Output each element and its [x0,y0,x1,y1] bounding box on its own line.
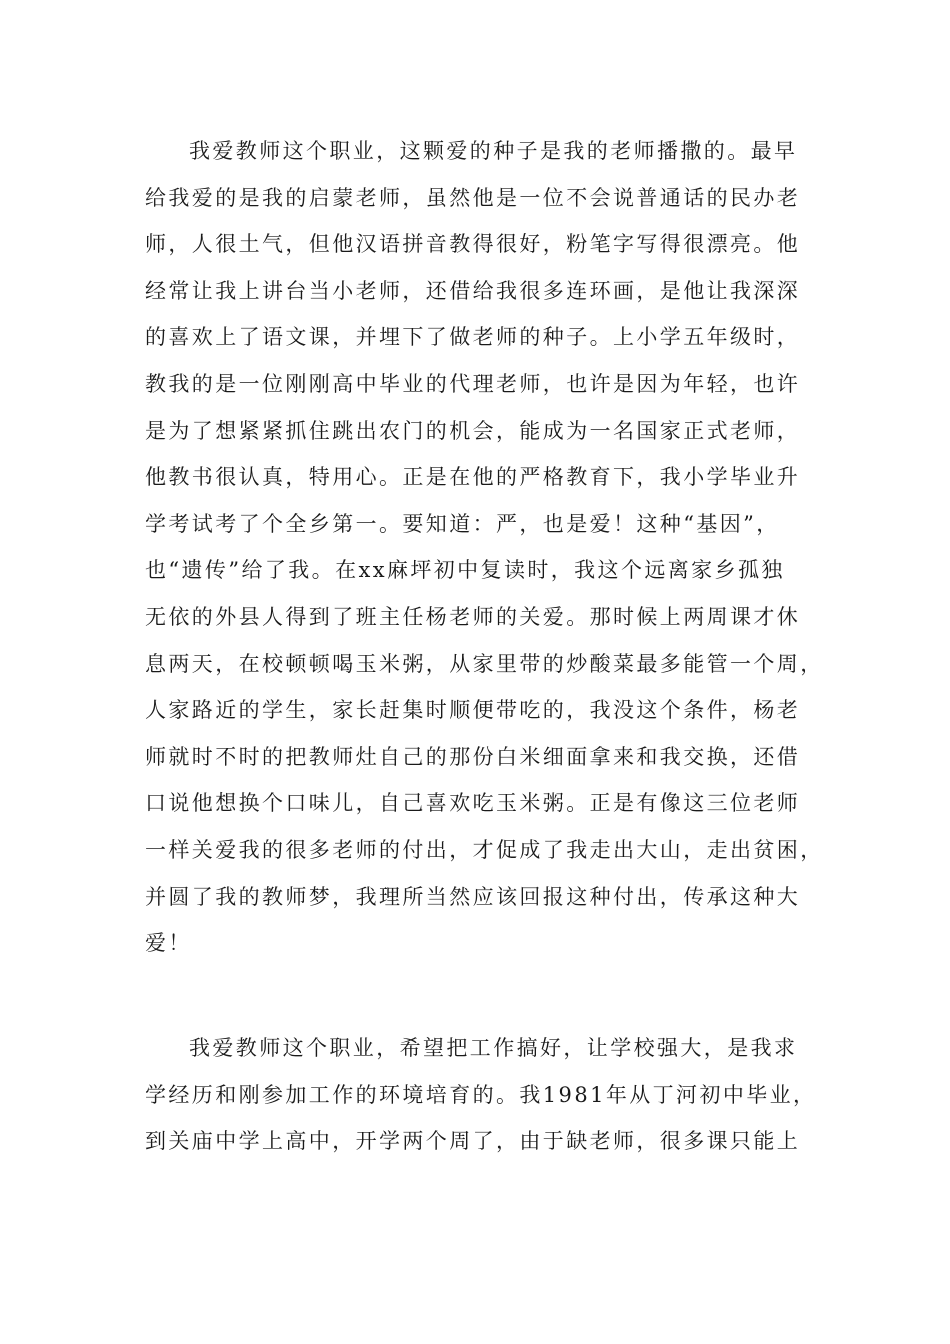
paragraph-line: 口说他想换个口味儿，自己喜欢吃玉米粥。正是有像这三位老师 [145,791,801,816]
paragraph-line: 一样关爱我的很多老师的付出，才促成了我走出大山，走出贫困， [145,837,824,862]
paragraph-line: 他教书很认真，特用心。正是在他的严格教育下，我小学毕业升 [145,465,801,490]
paragraph-2 [145,1034,817,1174]
paragraph-line: 师，人很土气，但他汉语拼音教得很好，粉笔字写得很漂亮。他 [145,232,801,257]
paragraph-line: 教我的是一位刚刚高中毕业的代理老师，也许是因为年轻，也许 [145,371,801,396]
paragraph-line: 的喜欢上了语文课，并埋下了做老师的种子。上小学五年级时， [145,325,801,350]
paragraph-line: 是为了想紧紧抓住跳出农门的机会，能成为一名国家正式老师， [145,418,801,443]
paragraph-line: 也“遗传”给了我。在xx麻坪初中复读时，我这个远离家乡孤独 [145,558,785,583]
paragraph-line: 我爱教师这个职业，希望把工作搞好，让学校强大，是我求 [189,1036,798,1060]
paragraph-1 [145,137,824,976]
paragraph-line: 我爱教师这个职业，这颗爱的种子是我的老师播撒的。最早 [189,139,798,163]
paragraph-line: 无依的外县人得到了班主任杨老师的关爱。那时候上两周课才休 [145,604,801,629]
paragraph-line: 学经历和刚参加工作的环境培育的。我1981年从丁河初中毕业， [145,1082,817,1107]
paragraph-line: 师就时不时的把教师灶自己的那份白米细面拿来和我交换，还借 [145,744,801,769]
paragraph-line: 爱！ [145,931,192,956]
paragraph-line: 学考试考了个全乡第一。要知道：严，也是爱！这种“基因”， [145,511,780,536]
paragraph-line: 人家路近的学生，家长赶集时顺便带吃的，我没这个条件，杨老 [145,698,801,723]
paragraph-line: 经常让我上讲台当小老师，还借给我很多连环画，是他让我深深 [145,278,801,303]
paragraph-line: 到关庙中学上高中，开学两个周了，由于缺老师，很多课只能上 [145,1129,801,1154]
paragraph-line: 并圆了我的教师梦，我理所当然应该回报这种付出，传承这种大 [145,884,801,909]
paragraph-line: 给我爱的是我的启蒙老师，虽然他是一位不会说普通话的民办老 [145,185,801,210]
paragraph-line: 息两天，在校顿顿喝玉米粥，从家里带的炒酸菜最多能管一个周， [145,651,824,676]
